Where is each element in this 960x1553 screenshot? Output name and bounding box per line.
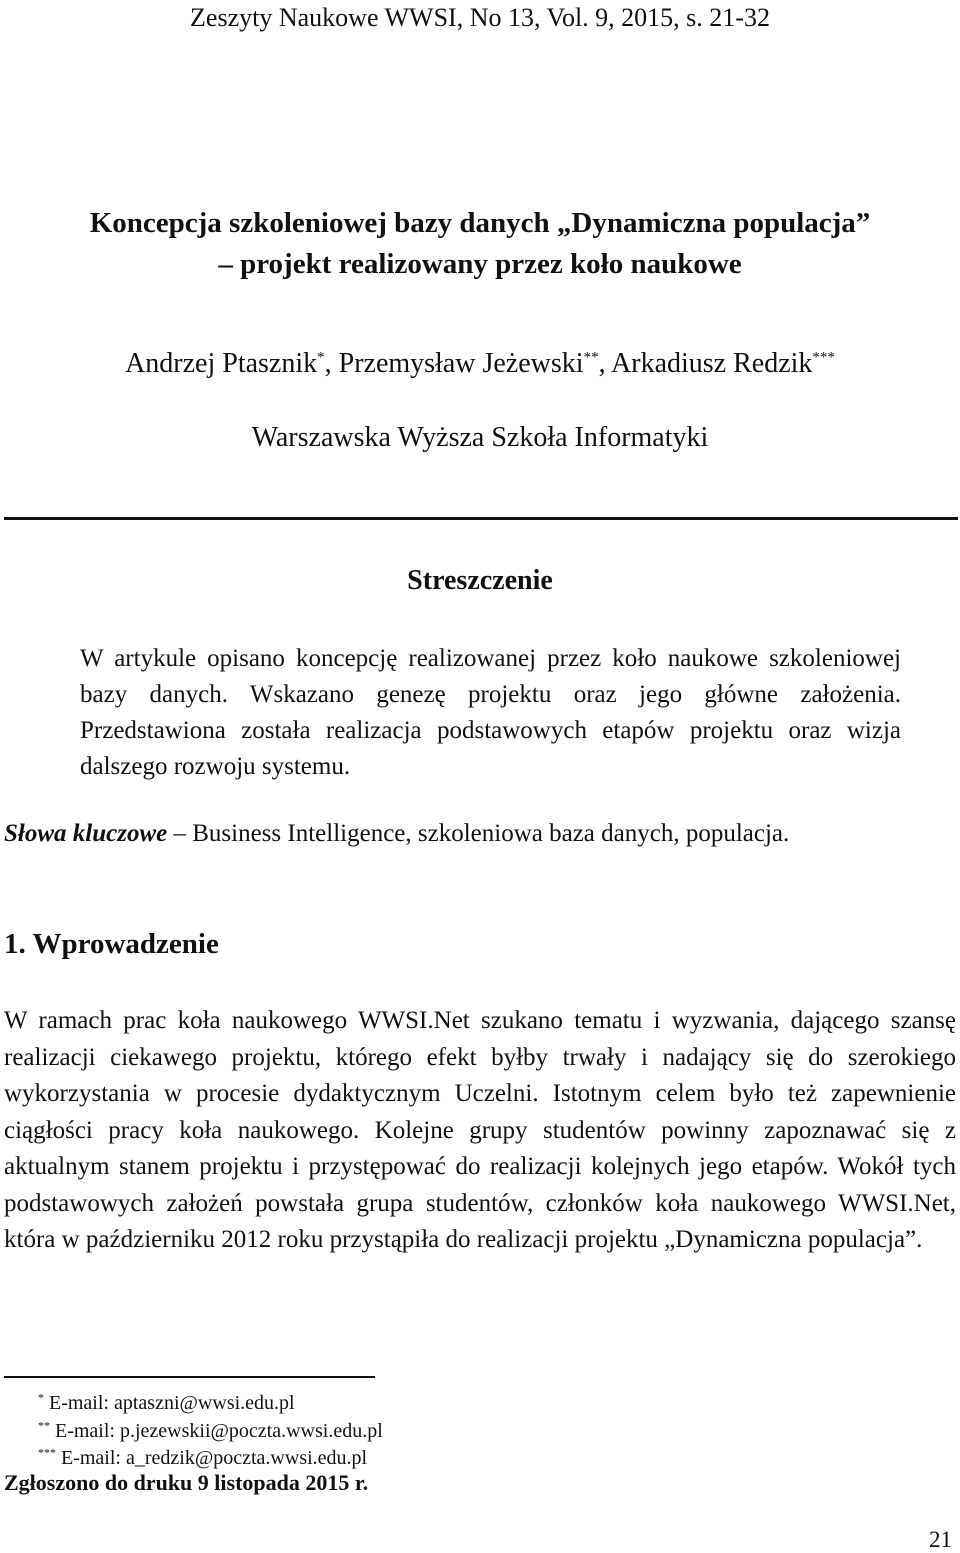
author-footnote-mark: ***	[812, 349, 835, 366]
author-name: Arkadiusz Redzik	[611, 348, 813, 379]
section-heading: 1. Wprowadzenie	[4, 928, 219, 960]
footnote	[38, 1445, 383, 1473]
author-name: Andrzej Ptasznik	[125, 348, 318, 379]
footnote-text: E-mail: p.jezewskii@poczta.wwsi.edu.pl	[50, 1419, 383, 1442]
author-list	[0, 348, 960, 380]
author-separator: ,	[598, 348, 612, 379]
footnote-mark: **	[38, 1417, 50, 1432]
keywords-text: – Business Intelligence, szkoleniowa baza danych, populacja.	[167, 820, 790, 847]
section-body-text: W ramach prac koła naukowego WWSI.Net szukano tematu i wyzwania, dającego szansę realizacji ciekawego projektu, którego efekt byłby trwały i nadający się do szerokiego wykorzystania w procesie dydaktycznym Uczelni. Istotnym celem było też zapewnienie ciągłości pracy koła naukowego. Kolejne grupy studentów powinny zapoznawać się z aktualnym stanem projektu i przystępować do realizacji kolejnych jego etapów. Wokół tych podstawowych założeń powstała grupa studentów, członków koła naukowego WWSI.Net, która w październiku 2012 roku przystąpiła do realizacji projektu „Dynamiczna populacja”.	[4, 1007, 956, 1253]
footnote-mark: ***	[38, 1445, 56, 1460]
footnote	[38, 1390, 383, 1418]
article-title	[0, 203, 960, 285]
author-separator: ,	[324, 348, 339, 379]
abstract-text: W artykule opisano koncepcję realizowanej przez koło naukowe szkoleniowej bazy danych. Wskazano genezę projektu oraz jego główne założenia. Przedstawiona została realizacja podstawowych etapów projektu oraz wizja dalszego rozwoju systemu.	[80, 645, 901, 780]
footnotes	[38, 1390, 383, 1473]
author-footnote-mark: *	[317, 349, 325, 366]
footnote-divider	[4, 1376, 375, 1378]
footnote	[38, 1418, 383, 1446]
title-divider	[4, 517, 958, 520]
title-line-1: Koncepcja szkoleniowej bazy danych „Dynamiczna populacja”	[89, 207, 871, 239]
title-line-2: – projekt realizowany przez koło naukowe	[218, 248, 742, 280]
footnote-mark: *	[38, 1390, 44, 1405]
abstract-heading: Streszczenie	[407, 565, 553, 596]
page-number: 21	[929, 1527, 952, 1552]
author-name: Przemysław Jeżewski	[338, 348, 584, 379]
author-footnote-mark: **	[583, 349, 599, 366]
keywords-label: Słowa kluczowe	[4, 820, 168, 847]
affiliation: Warszawska Wyższa Szkoła Informatyki	[251, 422, 709, 453]
footnote-text: E-mail: a_redzik@poczta.wwsi.edu.pl	[56, 1447, 368, 1469]
journal-header: Zeszyty Naukowe WWSI, No 13, Vol. 9, 2015, s. 21-32	[190, 3, 770, 32]
keywords	[4, 820, 954, 848]
submission-date: Zgłoszono do druku 9 listopada 2015 r.	[4, 1470, 369, 1495]
footnote-text: E-mail: aptaszni@wwsi.edu.pl	[44, 1392, 295, 1414]
